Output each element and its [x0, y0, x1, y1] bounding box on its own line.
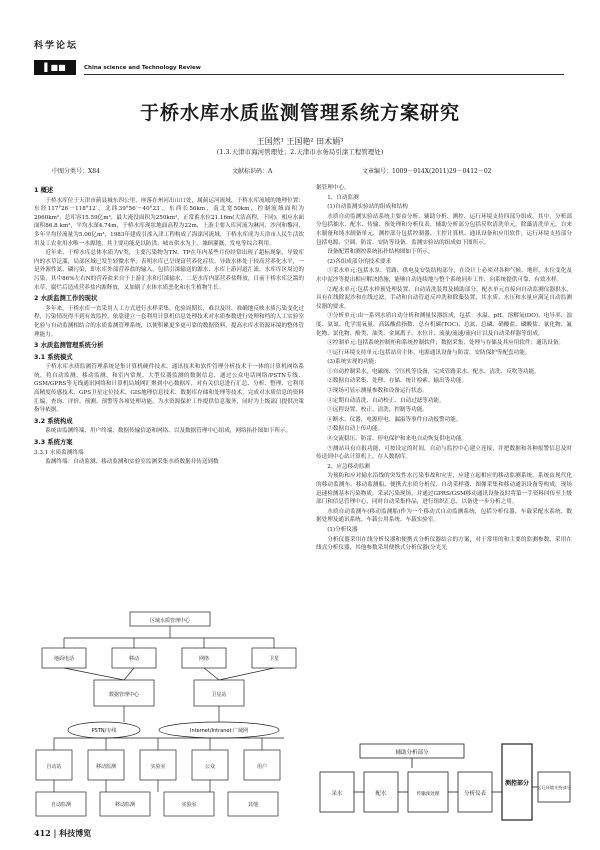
journal-name-en: China science and Technology Review	[84, 65, 201, 71]
right-column	[316, 184, 572, 554]
paragraph: 监测终端：自动监测、移动监测和实验室监测采集水质数据并传送到数	[45, 459, 219, 466]
fig1-node-label: 自动站	[46, 764, 62, 770]
section-heading: 3 水质监测管理系统分析	[34, 342, 104, 350]
document-code: 文献标识码：A	[232, 168, 273, 175]
paragraph: 据管理中心。	[316, 185, 350, 191]
subsection-heading: (1)自动监测实验站的组成和结构	[327, 204, 408, 211]
list-item: ⑦数据自动上传功能。	[327, 426, 384, 433]
page-number: 412	[34, 828, 51, 838]
list-item: ⑥断水、仪器、电源停电、漏溢等事件自动报警功能。	[327, 416, 462, 423]
fig1-node-label: 用户	[256, 764, 268, 770]
list-item: ②配水单元:包括水样预处理装置、自动清洗装置及辅助部分，配水单元直接向自动监测仪器供水，具有在线除泥沙和在线过滤，手动和自动管道反冲洗和除藻装置，其水质、水压和水量应满足自动监测仪器的要求。	[316, 286, 572, 310]
fig1-node-label: 卫星	[268, 656, 280, 662]
paragraph: 近年来，于桥水库总体水质为V类，主要污染物为TN、TP在年内某些月份经常出现了超标现象，导致库内的水草泛滥，局部区域已发生轻微水华，表明水库已呈现富营养化症状。导致水体处于较高营养化水平，一是外源性氮、磷污染，即水库外部营养盐的输入，包括引滦输送的源水、水库上游河道汇流、水库库区周边的污染，其中86%左右N的营养盐来自于上游汇水和引滦输水，二是水库内部营养盐释放，目前于桥水库泛滥的水草，腐烂后造成营养盐内源释放，又加剧了水体水质恶化和水生植物生长。	[34, 250, 304, 291]
subsection-heading: 3.3 系统方案	[34, 439, 73, 447]
subsection-heading: 1、自动监测	[327, 194, 359, 201]
paragraph: 多年来，于桥水库一直采用人工方式进行水样采集，化验周期长，难以及时、准确地反映水质污染变化过程，污染情况得不到有效监控，依靠建立一套利用计算机信息处理技术对水质参数进行处理和档的人工实验室化验与自动监测相结合的水质监测管理系统，以便积累更多更可靠的数据资料，提高水库水资源环境的整体管理能力。	[34, 305, 304, 338]
list-item: ①自动控制采水、电磁阀、空压机等设备，完成管路采水、配水、清洗、反吹等功能。	[327, 368, 540, 375]
fig2-env-label: 运行环境支持部分	[537, 785, 571, 790]
footer-journal: 科技博览	[59, 828, 92, 838]
paper-title: 于桥水库水质监测管理系统方案研究	[139, 102, 460, 124]
fig1-node-label: 自动监测	[50, 802, 72, 808]
fig1-node-label: 移动监测	[114, 802, 136, 808]
subsection-heading: 3.2 系统构成	[34, 417, 73, 425]
article-number: 文章编号：1009－914X(2011)29－0412－02	[362, 168, 492, 175]
fig1-node-label: 移动监测	[95, 764, 117, 770]
authors: 王国然¹ 王国艳² 田术娟³	[256, 137, 344, 146]
fig2-aux-label: 辅助分析部分	[395, 750, 429, 756]
fig1-node-label: 地面电话	[53, 656, 75, 662]
station-structure-figure	[316, 742, 572, 826]
journal-logo: ▌■■	[34, 60, 76, 75]
subsection-heading: (1)分析仪器	[327, 526, 358, 533]
list-item: ⑨测站具有自报功能，可按设定的时间，自动与监控中心建立连接，并把数据和各种报警信息及时传送到中心站计算机上，存入数据库。	[316, 445, 572, 461]
list-item: ③现场可显示测量参数和设备运行状态。	[327, 388, 428, 395]
fig1-node-label: 移动	[128, 656, 140, 662]
section-heading: 1 概述	[34, 187, 54, 194]
affiliation: (1.3.天津市海河管理处；2.天津市水务局引滦工程管理处)	[216, 148, 384, 156]
paragraph: 分析仪器采用在线分析仪器和便携式分析仪器结合的方案，对于常用的和主要的监测参数，采用在线式分析仪器，其他参数采用便携式分析仪器(分光光	[316, 536, 572, 552]
fig2-box-label: 分析仪表	[463, 791, 487, 797]
paragraph: 于桥水库水质监测管理系统是集计算机硬件技术、通讯技术和软件管理分析技术于一体的计算机网络系统，将自动监测、移动监测、和室内常规、大型仪器监测的数据信息，通过公众电话网络/PSTN专线、GSM/GPRS等无线通讯网络和计算机局域网汇聚到中心数据库，对有关信息进行汇总、分析、整理、它利用高精度传感技术、GPS卫星定位技术、GIS地理信息技术、数据库存储和处理等技术，完成对水质信息的资料汇编，查询、评价、预测、预警等各项处理功能，为水资源保护工作提供信息服务，同时为上级部门提供决策指导依据。	[34, 364, 304, 414]
subsection-heading: (3)系统实现的功能：	[327, 359, 380, 366]
subsection-heading: 3.1 系统模式	[34, 353, 73, 361]
list-item: ①采水单元:包括水泵、管路、供电及安装结构部分，在设计上必须对各种气候、地形、水位变化及水中泥沙等提出相应解决措施，能够自动连续地与整个系统同步工作，向系统提供可靠、有效水样。	[316, 268, 572, 283]
list-item: ④控制单元:包括系统控制柜和系统控制软件；数据采集、处理与存储及其应用软件；通讯设备。	[327, 340, 565, 347]
fig1-node-label: 实验室	[181, 802, 197, 808]
fig1-node-label: 网络	[198, 656, 210, 662]
fig2-box-label: 采水	[331, 791, 343, 797]
list-item: ⑧交流稳压、防雷、停电保护和来电自动恢复供电功能。	[327, 436, 468, 443]
fig2-control-label: 测控部分	[504, 780, 530, 787]
network-topology-figure	[34, 610, 306, 820]
fig1-top-label: 区域水质管理中心	[149, 618, 191, 624]
fig1-node-label: 卫星站	[211, 692, 227, 698]
fig2-box-label: 配水	[375, 791, 387, 797]
list-item: ⑤运行环境支持单元:包括站房主体、电源通讯设备与防雷、安防保护等配套功能。	[327, 349, 531, 356]
fig1-node-label: 数据管理中心	[108, 692, 140, 698]
list-item: ②数据自动采集、处理、存储、统计检索、输出等功能。	[327, 378, 468, 385]
page-footer: 412 | 科技博览	[34, 828, 92, 838]
list-item: ③分析单元:由一系列水质自动分析和测量仪器组成，包括：水温、pH、溶解氧(DO)、电导率、浊度、氨氮、化学需氧量、高锰酸盐指数、总有机碳(TOC)、总氮、总磷、硝酸盐、磷酸盐、氰化物、氟化物、氯化物、酚类、油类、金属离子、水位计、流量/流速/流向计以及自动采样器等组成。	[316, 313, 572, 337]
fig1-node-label: 实验室	[150, 764, 166, 770]
paragraph: 系统由监测终端、用户终端、数据传输信道和网络、以及数据管理中心组成，网络拓扑图如下所示。	[45, 428, 292, 435]
paragraph: 水质自动监测车(移动监测船)作为一个移动式自动监测系统，包括分析仪器、车载采配水系统、数据处理及通讯系统、车载公用系统、车载实验室。	[316, 508, 572, 524]
fig1-node-label: 其他	[247, 802, 259, 808]
paragraph: 为预防和应对输水沿线的突发性水污染事故和灾害，应建立起相应的移动监测系统。系统由现代化的移动监测车、移动监测船、便携式水质分析仪、自动采样器、图像采集和移动通讯设备等构成，现场迅速检测基本污染物质，采录污染现场，并通过GPRS/GSM移动通讯设备及时将第一手资料回传至上级部门和信息管理中心，同时自动采集样品，进行组织汇总，以备进一步分析之用。	[316, 473, 572, 506]
paragraph: 水质自动监测实验站系统主要由分析、辅助分析、测控、运行环境支持四部分组成。其中，分析部分包括抽水、配水、传输、预处理和分析仪表，辅助分析部分包括反吹清洗单元，除藻清洗单元，自来水制备和纯水制备单元，测控部分包括控制器、主控计算机、通讯设备和应用软件，运行环境支持部分包括电源、空调、防雷、安防等设备。监测实验站的组成如下图所示。	[316, 213, 572, 246]
header-rule	[84, 74, 564, 75]
clc-number: 中图分类号：X84	[52, 168, 100, 175]
journal-name-cn: 科学论坛	[34, 41, 79, 51]
fig1-internet-label: Internet/Intranet 广域网	[189, 728, 249, 734]
list-item: ⑤远程设置、校正、清洗、控制等功能。	[327, 407, 428, 414]
paragraph: 于桥水库位于天津市蓟县城东四公里，座落在州河出山口处，属蓟运河流域，于桥水库流域的地理位置：东经117°26′－118°12′，北纬39°56′－40°23′，东西长56km，南北宽50km，控制流域面积为2060km²，总库容15.59亿m³，最大淹没面积为250km²，正常蓄水位21.16m(大沽高程，下同)，相应水面面积86.8 km²，平均水深4.74m，于桥水库现状地面高程为22m，上游主要入库河流为淋河、沙河和黎河，多年平均径流量为5.06亿m³，1983年建成引滦入津工程构成了海滦河流域，于桥水库成为天津市人民生活饮用及工农业用水唯一水源地，其主要功能是以防洪、城市供水为主，兼顾灌溉、发电等综合利用。	[34, 197, 304, 247]
left-column	[34, 184, 304, 468]
list-item: ④定期自动清洗、自动校正、自动过滤等功能。	[327, 397, 445, 404]
subsection-heading: (2)各组成部分的技术要求	[327, 258, 392, 265]
fig2-box-label: 传输预处理	[416, 792, 440, 797]
paragraph: 设备配置和测控系统拓扑结构图如下所示。	[327, 249, 434, 256]
subsection-heading: 2、应急移动监测	[327, 463, 370, 470]
section-heading: 2 水质监测工作的现状	[34, 295, 98, 303]
fig1-node-label: 公众	[204, 764, 216, 770]
fig1-pstn-label: PSTN/专线	[91, 728, 117, 734]
subsection-heading: 3.3.1 水质监测终端	[34, 449, 84, 456]
